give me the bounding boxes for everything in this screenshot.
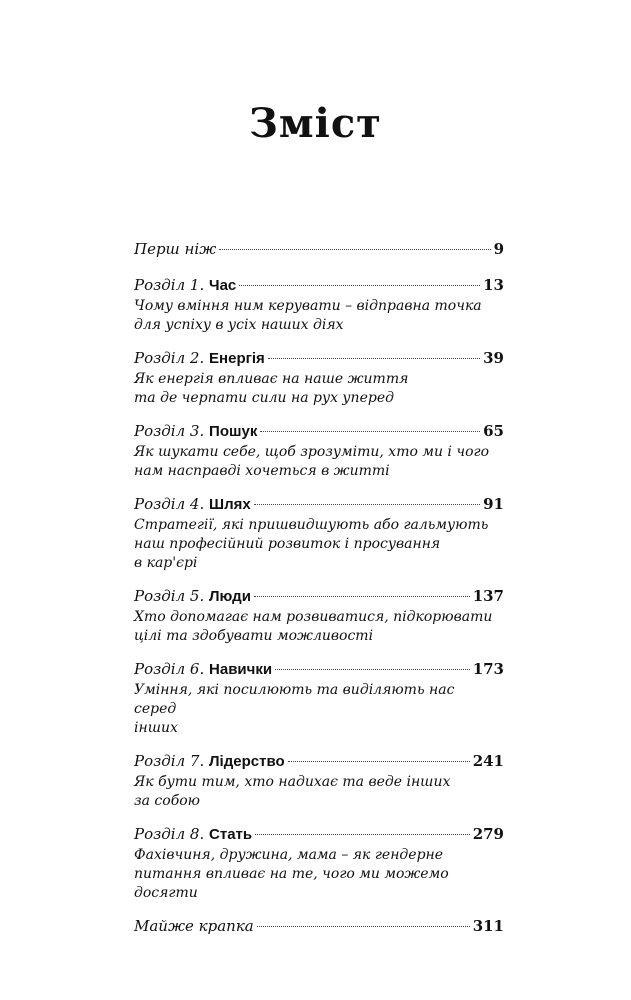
description-line: нам насправді хочеться в житті [134, 463, 390, 479]
toc-entry-chapter-7[interactable] [134, 750, 504, 811]
toc-entry-chapter-1[interactable] [134, 274, 504, 335]
chapter-prefix: Розділ 1. [134, 276, 205, 294]
table-of-contents [134, 238, 504, 937]
description-line: наш професійний розвиток і просування [134, 536, 441, 552]
description-line: для успіху в усіх наших діях [134, 317, 344, 333]
chapter-name: Люди [209, 588, 251, 605]
toc-entry-chapter-2[interactable] [134, 347, 504, 408]
description-line: Як бути тим, хто надихає та веде інших [134, 774, 451, 790]
dot-leader [275, 669, 470, 670]
description-line: в кар'єрі [134, 555, 198, 571]
page-number: 91 [483, 495, 504, 513]
page-number: 173 [472, 660, 504, 678]
dot-leader [257, 926, 470, 927]
page-number: 65 [483, 422, 504, 440]
chapter-description [134, 516, 504, 573]
chapter-description [134, 773, 504, 811]
toc-entry-outro[interactable] [134, 915, 504, 937]
dot-leader [254, 504, 480, 505]
chapter-prefix: Розділ 6. [134, 660, 205, 678]
description-line: Фахівчиня, дружина, мама – як гендерне [134, 847, 444, 863]
chapter-name: Час [209, 277, 237, 294]
description-line: Як шукати себе, щоб зрозуміти, хто ми і чого [134, 444, 489, 460]
description-line: питання впливає на те, чого ми можемо [134, 866, 449, 882]
chapter-name: Енергія [209, 350, 265, 367]
chapter-prefix: Розділ 2. [134, 349, 205, 367]
toc-entry-chapter-8[interactable] [134, 823, 504, 903]
dot-leader [260, 431, 480, 432]
chapter-prefix: Розділ 7. [134, 752, 205, 770]
chapter-name: Лідерство [209, 753, 285, 770]
dot-leader [219, 249, 490, 250]
description-line: Як енергія впливає на наше життя [134, 371, 409, 387]
chapter-prefix: Розділ 8. [134, 825, 205, 843]
toc-entry-chapter-5[interactable] [134, 585, 504, 646]
chapter-name: Навички [209, 661, 273, 678]
chapter-description [134, 370, 504, 408]
chapter-name: Стать [209, 826, 253, 843]
description-line: цілі та здобувати можливості [134, 628, 374, 644]
toc-entry-chapter-6[interactable] [134, 658, 504, 738]
description-line: інших [134, 720, 178, 736]
toc-entry-chapter-4[interactable] [134, 493, 504, 573]
dot-leader [268, 358, 480, 359]
toc-entry-intro[interactable] [134, 238, 504, 260]
page-number: 279 [472, 825, 504, 843]
description-line: Стратегії, які пришвидшують або гальмують [134, 517, 489, 533]
description-line: Хто допомагає нам розвиватися, підкорювати [134, 609, 493, 625]
chapter-prefix: Розділ 4. [134, 495, 205, 513]
chapter-description [134, 443, 504, 481]
description-line: досягти [134, 885, 198, 901]
chapter-description [134, 297, 504, 335]
description-line: та де черпати сили на рух уперед [134, 390, 394, 406]
page-number: 9 [493, 240, 504, 258]
chapter-description [134, 846, 504, 903]
chapter-prefix: Розділ 3. [134, 422, 205, 440]
dot-leader [255, 834, 470, 835]
page-number: 137 [472, 587, 504, 605]
dot-leader [239, 285, 480, 286]
dot-leader [254, 596, 470, 597]
page-number: 39 [483, 349, 504, 367]
page-number: 311 [472, 917, 504, 935]
intro-title: Перш ніж [134, 240, 217, 258]
page-number: 241 [472, 752, 504, 770]
dot-leader [288, 761, 470, 762]
chapter-name: Шлях [209, 496, 251, 513]
page-number: 13 [483, 276, 504, 294]
toc-entry-chapter-3[interactable] [134, 420, 504, 481]
outro-title: Майже крапка [134, 917, 254, 935]
page-title: Зміст [249, 100, 382, 147]
chapter-description [134, 608, 504, 646]
description-line: Чому вміння ним керувати – відправна точка [134, 298, 482, 314]
chapter-prefix: Розділ 5. [134, 587, 205, 605]
description-line: за собою [134, 793, 201, 809]
chapter-name: Пошук [209, 423, 258, 440]
chapter-description [134, 681, 504, 738]
description-line: Уміння, які посилюють та виділяють нас серед [134, 682, 455, 717]
